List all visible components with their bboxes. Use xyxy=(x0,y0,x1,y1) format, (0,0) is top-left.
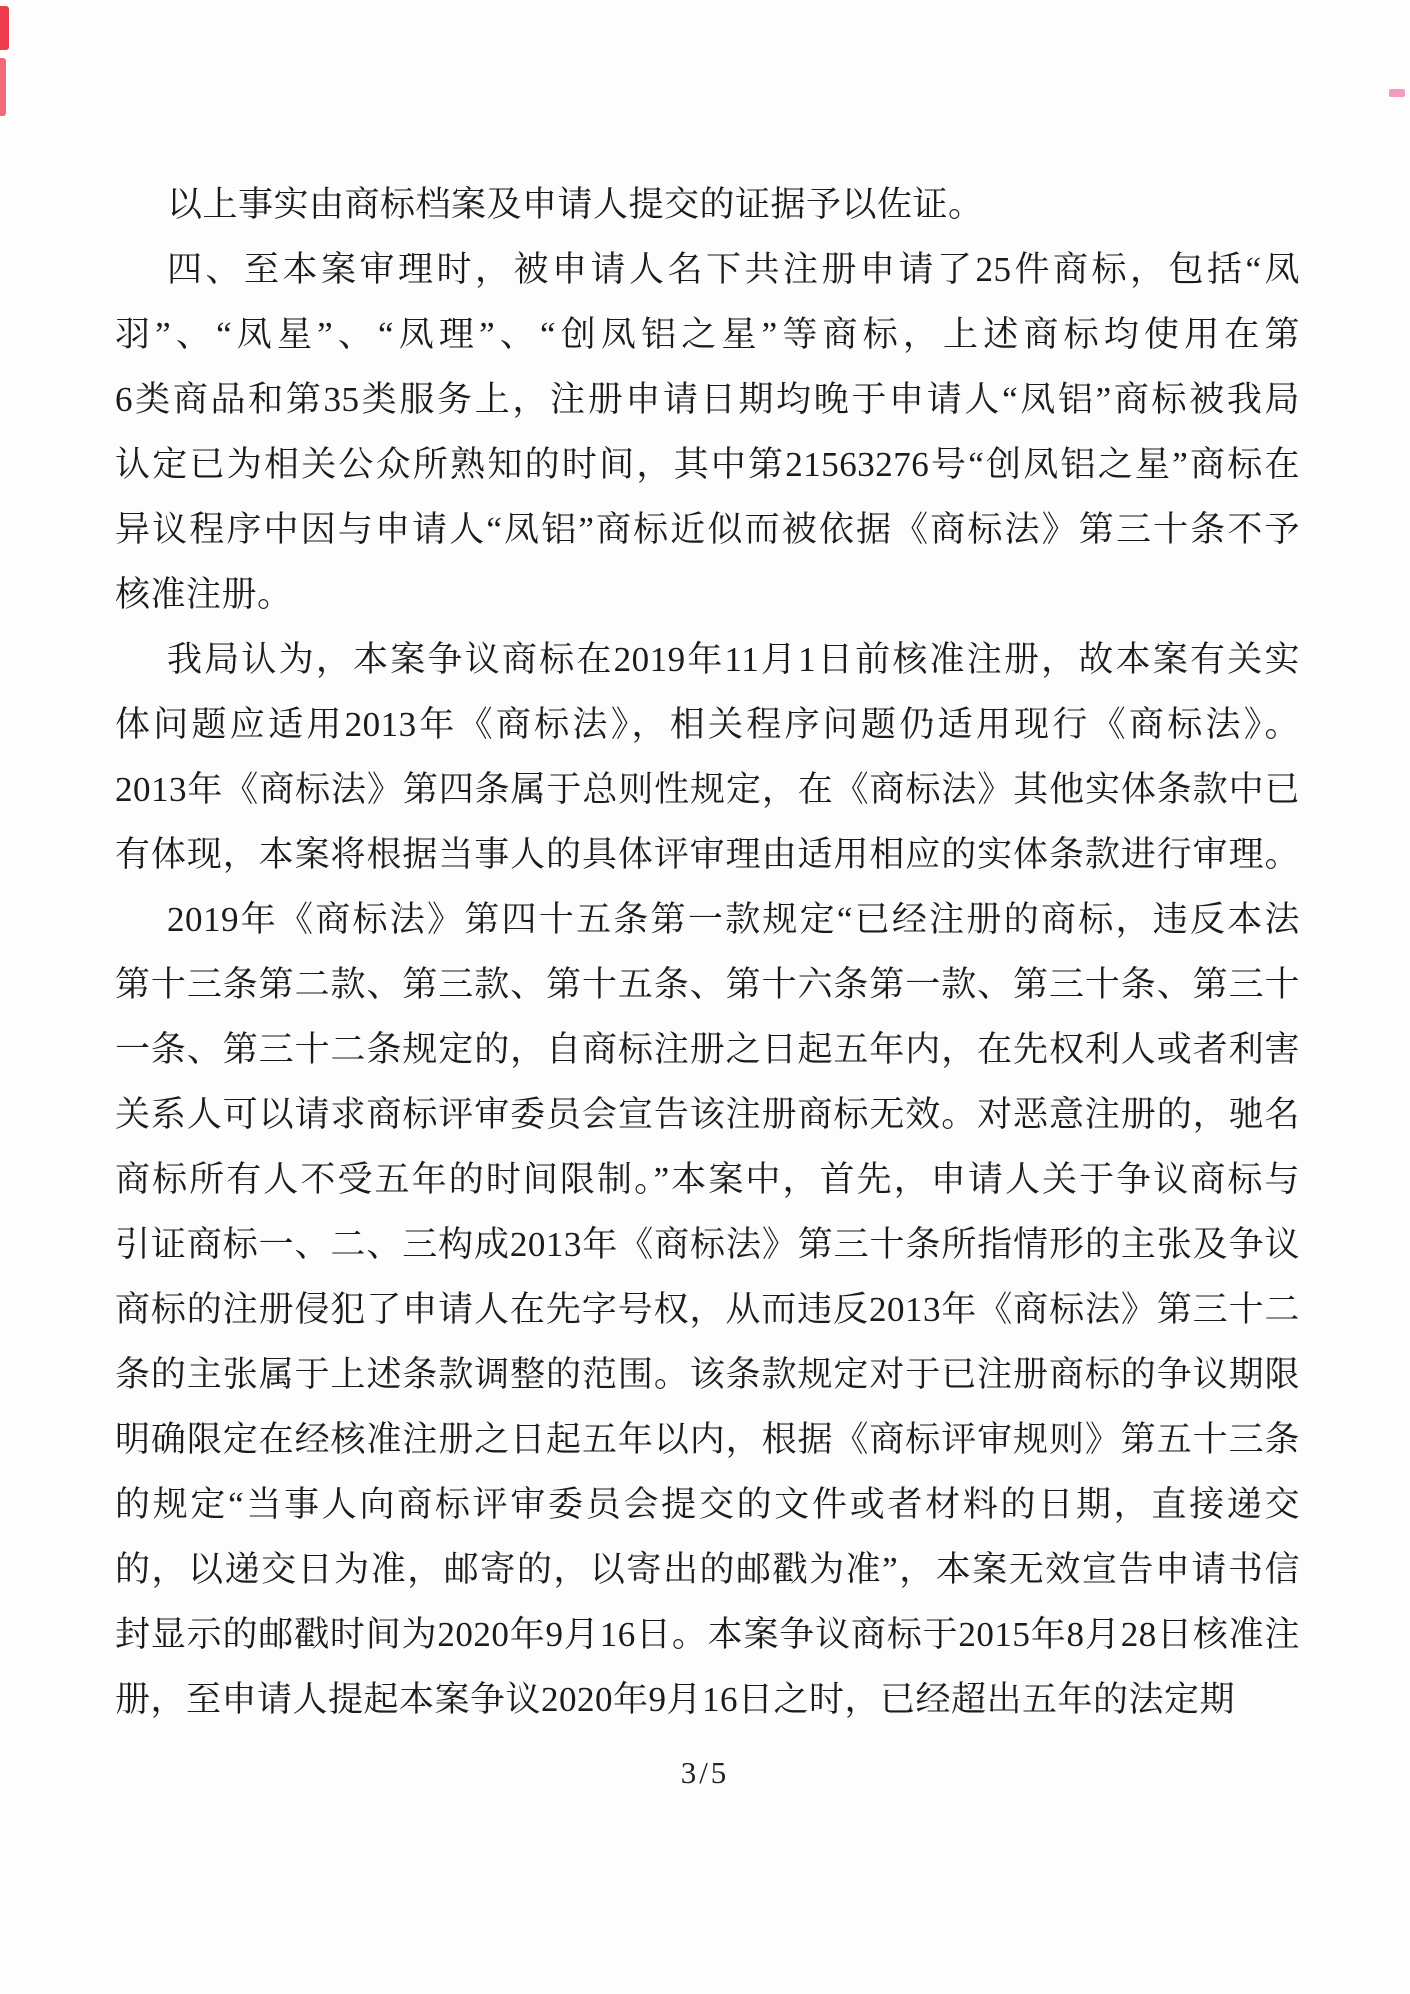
text-line: 商标的注册侵犯了申请人在先字号权，从而违反2013年《商标法》第三十二 xyxy=(115,1290,1300,1329)
pink-highlight-dash xyxy=(1389,89,1405,97)
text-line: 四、至本案审理时，被申请人名下共注册申请了25件商标，包括“凤 xyxy=(167,250,1300,289)
text-line: 有体现，本案将根据当事人的具体评审理由适用相应的实体条款进行审理。 xyxy=(115,835,1300,874)
text-line: 封显示的邮戳时间为2020年9月16日。本案争议商标于2015年8月28日核准注 xyxy=(115,1615,1300,1654)
text-line: 第十三条第二款、第三款、第十五条、第十六条第一款、第三十条、第三十 xyxy=(115,965,1300,1004)
text-line: 以上事实由商标档案及申请人提交的证据予以佐证。 xyxy=(167,185,984,224)
red-stamp-edge-mark-bottom xyxy=(0,58,6,116)
page-footer xyxy=(0,1752,1410,1794)
text-line: 异议程序中因与申请人“凤铝”商标近似而被依据《商标法》第三十条不予 xyxy=(115,510,1300,549)
text-line: 2013年《商标法》第四条属于总则性规定，在《商标法》其他实体条款中已 xyxy=(115,770,1300,809)
page-number: 3/5 xyxy=(680,1755,730,1790)
text-line: 我局认为，本案争议商标在2019年11月1日前核准注册，故本案有关实 xyxy=(167,640,1300,679)
text-line: 2019年《商标法》第四十五条第一款规定“已经注册的商标，违反本法 xyxy=(167,900,1300,939)
text-line: 商标所有人不受五年的时间限制。”本案中，首先，申请人关于争议商标与 xyxy=(115,1160,1300,1199)
text-line: 的，以递交日为准，邮寄的，以寄出的邮戳为准”，本案无效宣告申请书信 xyxy=(115,1550,1300,1589)
document-body xyxy=(115,172,1300,1732)
text-line: 核准注册。 xyxy=(115,575,293,614)
text-line: 体问题应适用2013年《商标法》，相关程序问题仍适用现行《商标法》。 xyxy=(115,705,1300,744)
text-line: 的规定“当事人向商标评审委员会提交的文件或者材料的日期，直接递交 xyxy=(115,1485,1300,1524)
text-line: 引证商标一、二、三构成2013年《商标法》第三十条所指情形的主张及争议 xyxy=(115,1225,1300,1264)
text-line: 认定已为相关公众所熟知的时间，其中第21563276号“创凤铝之星”商标在 xyxy=(115,445,1300,484)
text-line: 羽”、“凤星”、“凤理”、“创凤铝之星”等商标，上述商标均使用在第 xyxy=(115,315,1300,354)
text-line: 一条、第三十二条规定的，自商标注册之日起五年内，在先权利人或者利害 xyxy=(115,1030,1300,1069)
text-line: 6类商品和第35类服务上，注册申请日期均晚于申请人“凤铝”商标被我局 xyxy=(115,380,1300,419)
text-line: 条的主张属于上述条款调整的范围。该条款规定对于已注册商标的争议期限 xyxy=(115,1355,1300,1394)
text-line: 册，至申请人提起本案争议2020年9月16日之时，已经超出五年的法定期 xyxy=(115,1680,1236,1719)
text-line: 明确限定在经核准注册之日起五年以内，根据《商标评审规则》第五十三条 xyxy=(115,1420,1300,1459)
red-stamp-edge-mark-top xyxy=(0,6,9,50)
text-line: 关系人可以请求商标评审委员会宣告该注册商标无效。对恶意注册的，驰名 xyxy=(115,1095,1300,1134)
